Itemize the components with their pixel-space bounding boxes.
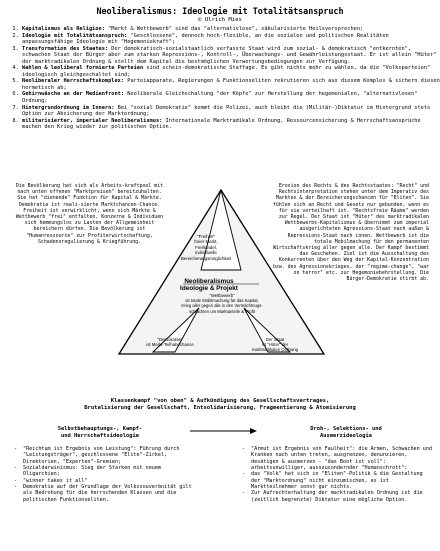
pyramid-label-line: ist totale Mobilmachung für das Kapital, [185,298,259,304]
rule-of-law-text: Erosion des Rechts & des Rechtsstaates: "Recht" und Rechtsinterpretation stehen unter dem Imperativ des Marktes & der Bereicherungschancen für "Eliten". Sie fühlen sich an Recht und Gesetz nur gebunden, wenn es für sie vorteilhaft ist. "Rechtsfreie Räume" werden zur Regel. Der Staat ist "Hüter" des marktradikalen Wettbewerbs-Kapitalismus & übernimmt zum imperial ausgerichteten Agressions-Staat nach außen & Repressions-Staat nach innen. Wettbewerb ist die totale Mobilmachung für den permanenten Wirtschaftskrieg aller gegen alle. Der Kampf bestimmt das Geschehen. Ziel ist die Ausschaltung des Konkurrenten über den Weg der Kapital-Konzentration bzw. des Agressionskrieges, der "regime-change", "war on terror" etc. zur Hegemoniebehrstellung. Die Bürger-Demokratie stirbt ab. [272,183,429,283]
banner-line: Brutalisierung der Gesellschaft, Entsolidarisierung, Fragmentierung & Atomisierung [84,405,356,412]
list-item: - "Armut ist Ergebnis von Faulheit": die Armen, Schwachen und Kranken nach unten treten, ausgrenzen, denunzieren, desätigen & ausmerzen - "das Boot ist voll": arbeitsunwilliger, ausszusondernder "Humanschrott"; [242,446,432,471]
list-item: - Zur Aufrechterhaltung der marktradikalen Ordnung ist die (zeitlich begrenzte) Diktatur eine mögliche Option. [242,490,432,503]
list-item-text: "Geschlossene", dennoch hoch-flexible, an die sozialen und politischen Realitäten anpassungsfähige Ideologie mit "Hegemoniekraft"; [22,32,389,46]
left-bullet-list [14,446,196,503]
list-item-heading: Neoliberaler Herrschaftskomplex: [22,78,125,85]
list-item-text: "Markt & Wettbewerb" sind das "alternativlose", säkularisierte Heilsversprechen; [104,26,364,32]
pyramid-graphic [113,186,330,358]
pyramid-label-line: freier Markt, [194,239,218,245]
list-item: - "winner takes it all" [14,478,196,484]
pyramid-top-label [181,234,231,261]
list-item [22,105,440,118]
list-item [22,33,440,46]
list-item-text: sind schein-demokratische Staffage. Es gibt nichts mehr zu wählen, da die "Volksparteien" ideologisch gleichgeschaltet sind; [22,65,431,78]
pyramid-label-line: "Demokratie" [157,337,183,342]
list-item-heading: Transformation des Staates: [22,45,109,52]
pyramid-center-subtitle: Ideologie & Projekt [180,285,238,293]
list-item-text: Internationale Marktradikale Ordnung, Ressourcensicherung & Herrschaftsansprüche machen den Krieg wieder zur politischen Option. [22,117,421,131]
class-struggle-banner [0,398,440,412]
page-title: Neoliberalismus: Ideologie mit Totalitätsanspruch [96,6,344,16]
pyramid-label-line: schlachten um Marktanteile & Profit [189,308,255,314]
list-item-text: Neoliberale Gleichschaltung "der Köpfe" zur Herstellung der hegemonialen, "alternativlosen" Ordnung; [22,91,418,105]
thesis-list [10,26,440,131]
list-item [22,78,440,91]
list-item-heading: Ideologie mit Totalitätsanspruch: [22,32,128,39]
pyramid-label-line: ist "Hüter" der [261,342,289,348]
pyramid-bottom-left-label [136,337,204,347]
list-item-heading: Wahlen & leoliberal formierte Parteien [22,65,144,72]
arrow-right-icon [188,427,258,435]
list-item: - Sozialdarwinismus: Sieg der Starken mit neuem Oligarchien; [14,465,196,478]
right-bullet-list [242,446,432,503]
right-column-heading [266,426,426,440]
list-item: - das "Volk" hat sich in "Eliten"-Politik & die Gestaltung der "Marktordnung" nicht einzumischen, es ist Marktteilnehmer sonst gar nichts. [242,471,432,490]
pyramid-label-line: marktradikalen Ordnung [251,347,299,353]
heading-line: Ausmerzideologie [320,433,372,439]
pyramid-label-line: "Freiheit" [197,234,215,239]
pyramid-label-line: Freihandel, [195,244,217,250]
list-item-heading: militarisierter, imperialer Neoliberalismus: [22,117,163,124]
list-item: - Demokratie auf der Grundlage der Volkssouveränität gilt als Bedrohung für die herrschenden Klassen und die politischen Funktionseliten. [14,484,196,503]
author-line: © Ulrich Mies [198,17,242,23]
heading-line: Droh-, Selektions- und [310,426,382,432]
pyramid-label-line: "Wettbewerb" [209,293,235,298]
pyramid-middle-label [160,293,284,314]
list-item: - "Reichtum ist Ergebnis von Leistung": Führung durch "Leistungsträger", geschlossene "Elite"-Zirkel, Direktorien, "Experten"-Gremien; [14,446,196,465]
pyramid-label-line: Der Staat [265,337,285,342]
ideology-pyramid [113,186,330,358]
pyramid-center-label [159,278,259,292]
list-item [22,91,440,104]
list-item-text: Bei "sozial Demokratie" kommt die Polizei, auch bleibt die (Militär-)Diktatur im Hintergrund stets Option zur Absicherung der Marktordnung; [22,104,431,118]
pyramid-label-line: individuelle [195,250,217,256]
list-item [22,118,440,131]
list-item-text: Der demokratisch-sozialstaatlich verfasste Staat wird zum sozial- & demokratisch "entkernten", schwachen Staat der Bürger aber zum starken Repressions-, Kontroll-, Überwachungs- und Gewährleistungsstaat. Er ist allein "Hüter" der marktradikalen Ordnung & stellt dem Kapital die bestmöglichen Verwertungsbedingungen zur Verfügung. [22,45,437,65]
pyramid-center-title: Neoliberalismus [184,278,234,285]
list-item-heading: Kapitalismus als Religion: [22,26,105,32]
heading-line: und Herrschaftsideologie [61,433,139,439]
list-item [22,65,440,78]
banner-line: Klassenkampf "von oben" & Aufkündigung des Gesellschaftsvertrages, [110,398,330,404]
heading-line: Selbstbehauptungs-, Kampf- [57,426,143,432]
list-item-text: Parteiapparate, Regierungen & Funktionseliten rekrutieren sich aus diesem Komplex & sichern diesen hermetisch ab; [22,78,440,91]
list-item-heading: Hintergrundordnung im Innern: [22,104,115,111]
pyramid-label-line: Krieg aller gegen alle in den Vermächtnugs- [181,303,263,309]
pyramid-label-line: Bereicherungsmöglichkeit [181,255,232,261]
list-item-heading: Gehirnwäsche an der Medienfront: [22,91,125,98]
pyramid-bottom-right-label [241,337,309,353]
left-column-heading [20,426,180,440]
population-text: Die Bevölkerung hat sich als Arbeits-kraftpool mit nach unten offenen "Marktpreisen" bereitzuhalten. Sie hat "dienende" Funktion für Kapital & Märkte. Demokratie ist reali-sierte Marktchancen-Chance. Freiheit ist verwirklicht, wenn sich Märkte & Wettbewerb "frei" entfalten, Konzerne & Individuen sich hemmungslos zu Lasten der Allgemeinheit bereichern dürfen. Die Bevölkerung ist "Humanressource" zur Profiterwirtschaftung, Schadensregulierung & Kriegführung. [15,183,164,245]
list-item [22,46,440,66]
pyramid-label-line: ist Markt-Teilhabechance [146,342,194,348]
